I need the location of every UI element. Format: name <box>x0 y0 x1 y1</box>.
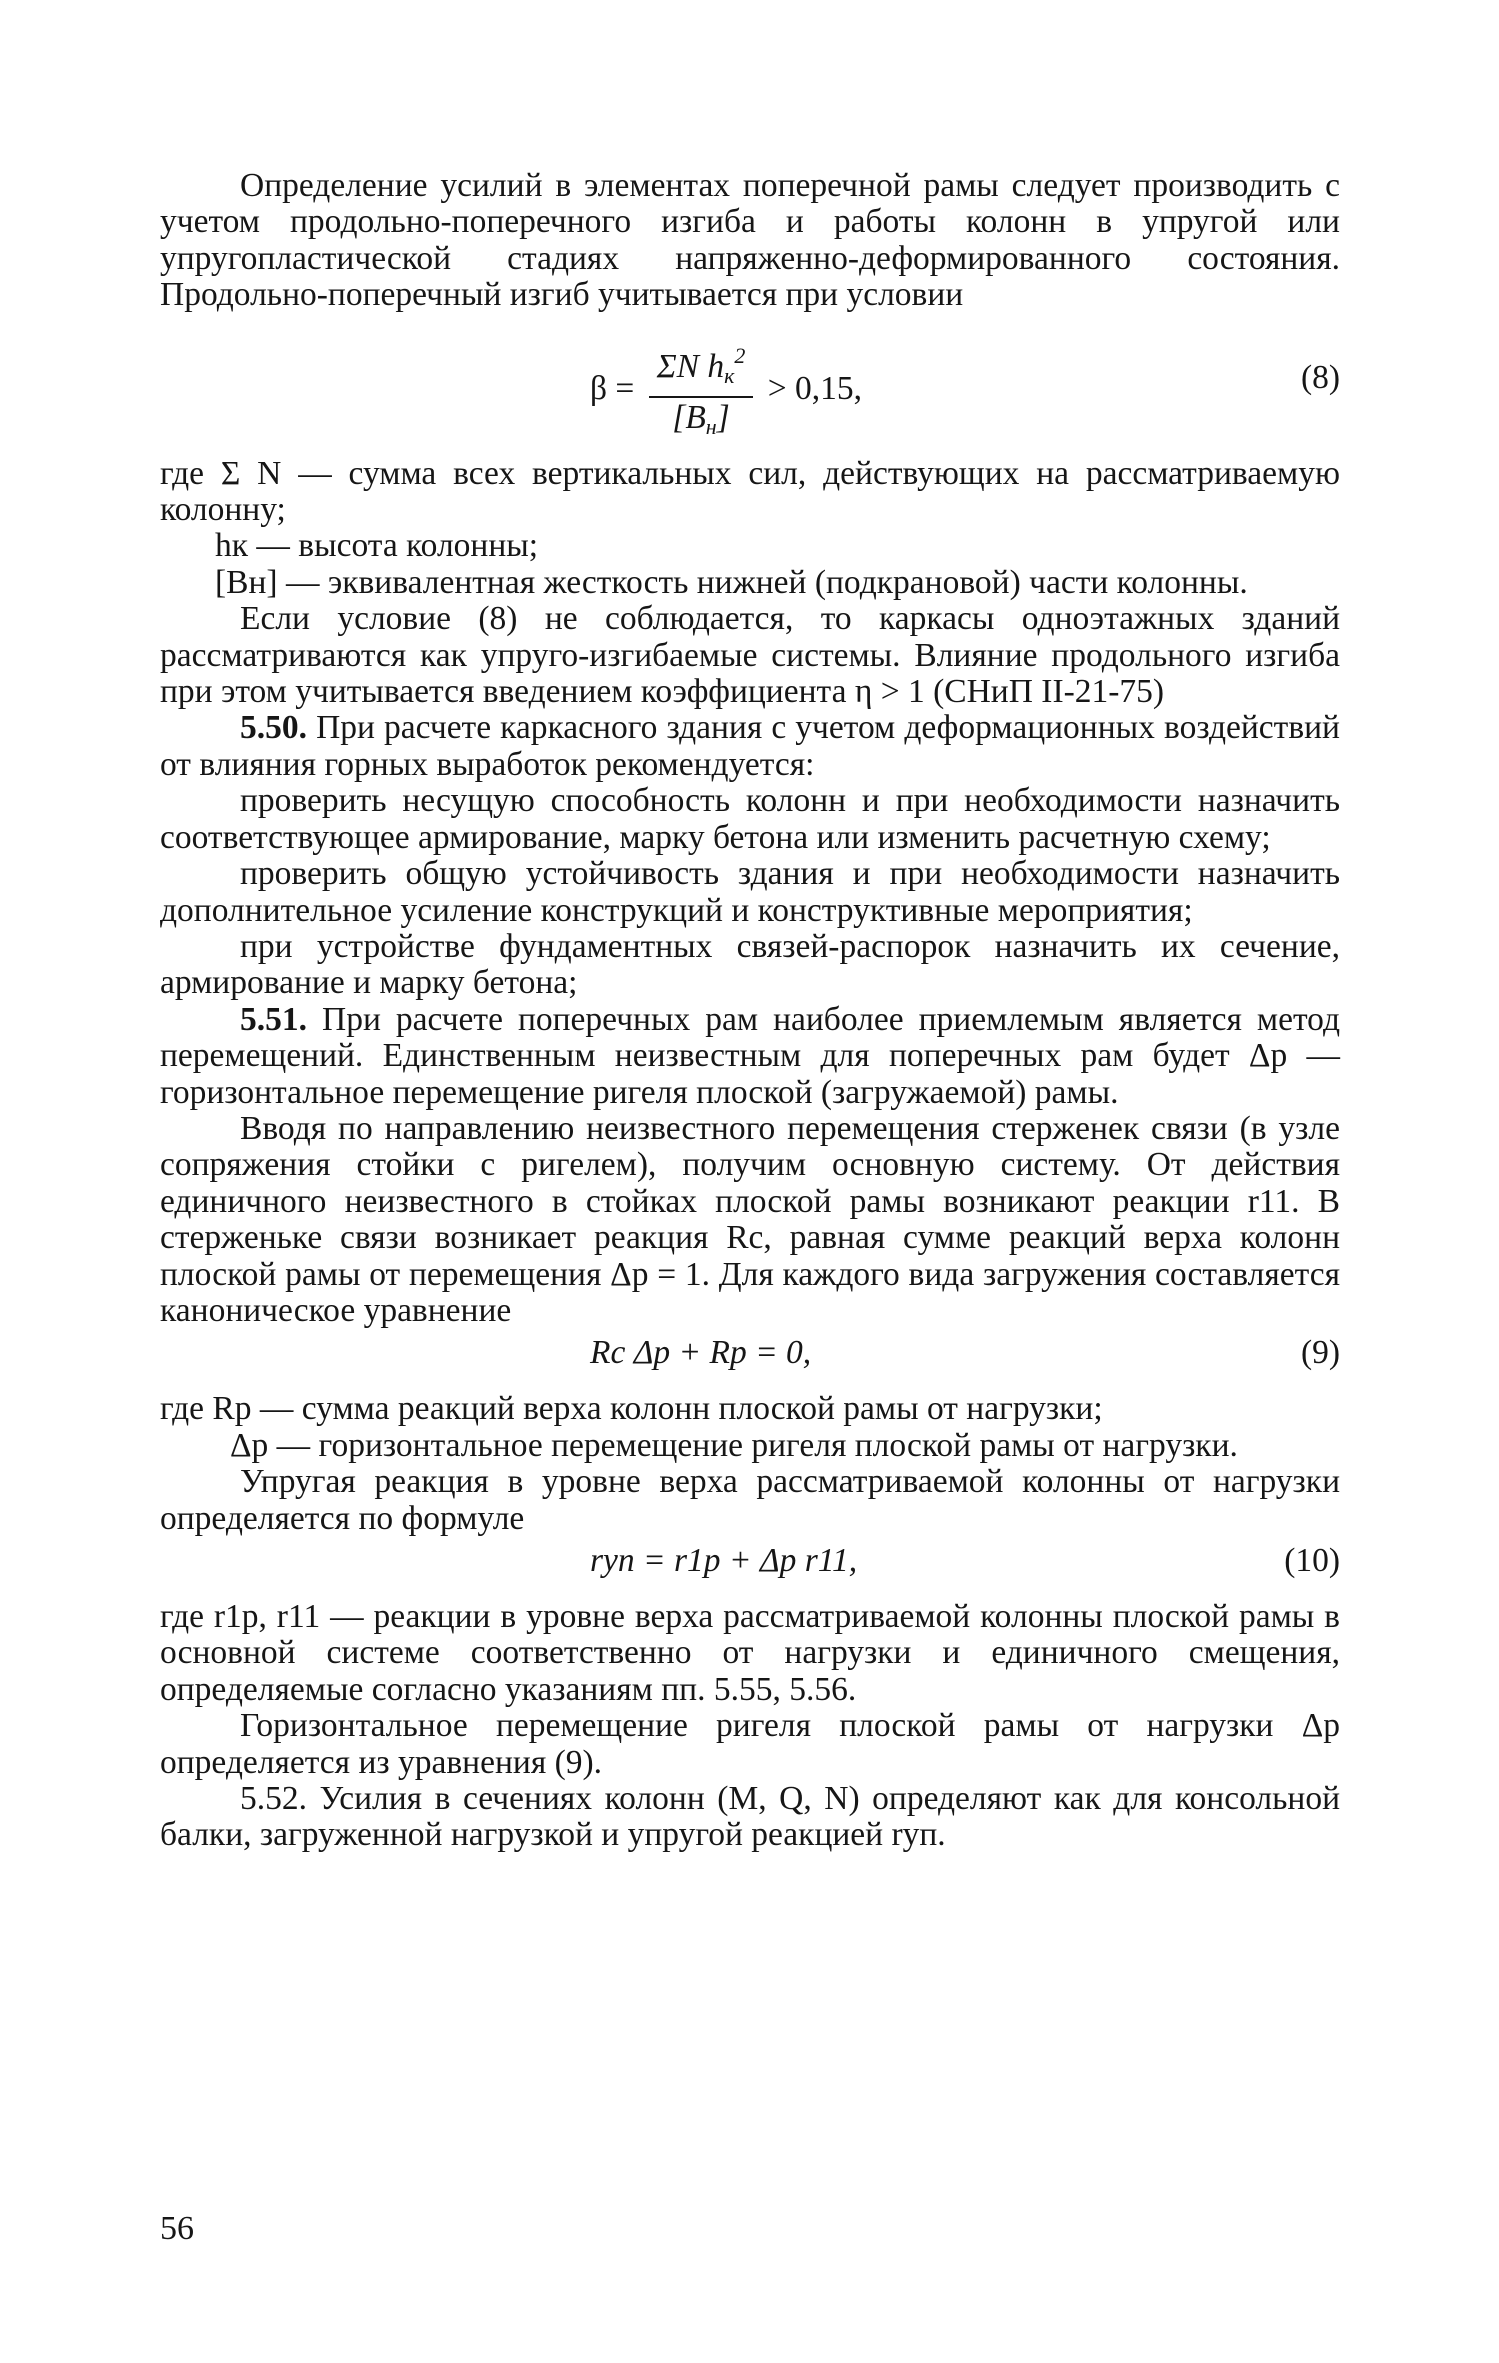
paragraph-elastic: Упругая реакция в уровне верха рассматриваемой колонны от нагрузки определяется по формуле <box>160 1463 1340 1537</box>
section-5-51-number: 5.51. <box>240 1000 307 1038</box>
equation-8-denominator: $[B_н]$ <box>672 398 730 439</box>
list-item-1: проверить несущую способность колонн и при необходимости назначить соответствующее армирование, марку бетона или изменить расчетную схему; <box>160 782 1340 856</box>
paragraph-method: Вводя по направлению неизвестного перемещения стерженек связи (в узле сопряжения стойки с ригелем), получим основную систему. От действия единичного неизвестного в стойках плоской рамы возникают реакции r11. В стерженьке связи возникает реакция Rс, равная сумме реакций верха колонн плоской рамы от перемещения Δр = 1. Для каждого вида загружения составляется каноническое уравнение <box>160 1109 1340 1329</box>
text-column <box>160 168 1340 1854</box>
equation-8-body <box>590 336 862 447</box>
paragraph-displacement: Горизонтальное перемещение ригеля плоской рамы от нагрузки Δр определяется из уравнения (9). <box>160 1707 1340 1781</box>
equation-8-numerator: ΣN $h_к^2$ <box>649 336 754 398</box>
definition-dp: Δр — горизонтальное перемещение ригеля плоской рамы от нагрузки. <box>230 1426 1238 1464</box>
definition-b: [Bн] — эквивалентная жесткость нижней (подкрановой) части колонны. <box>215 563 1248 601</box>
equation-10-body: rуп = r1р + Δр r11, <box>590 1542 858 1579</box>
equation-10 <box>160 1543 1340 1593</box>
equation-10-number: (10) <box>1284 1542 1340 1579</box>
definition-sum-n: где Σ N — сумма всех вертикальных сил, действующих на рассматриваемую колонну; <box>160 454 1340 529</box>
section-5-50-number: 5.50. <box>240 709 307 747</box>
list-item-3: при устройстве фундаментных связей-распорок назначить их сечение, армирование и марку бетона; <box>160 927 1340 1002</box>
equation-9 <box>160 1335 1340 1385</box>
equation-9-number: (9) <box>1300 1334 1340 1372</box>
definition-r: где r1р, r11 — реакции в уровне верха рассматриваемой колонны плоской рамы в основной системе соответственно от нагрузки и единичного смещения, определяемые согласно указаниям пп. 5.55, 5.56. <box>160 1598 1340 1708</box>
paragraph-intro: Определение усилий в элементах поперечной рамы следует производить с учетом продольно-поперечного изгиба и работы колонн в упругой или упругопластической стадиях напряженно-деформированного состояния. Продольно-поперечный изгиб учитывается при условии <box>160 167 1340 314</box>
equation-8-number: (8) <box>1300 358 1340 396</box>
equation-8 <box>160 322 1340 442</box>
definition-rp: где Rр — сумма реакций верха колонн плоской рамы от нагрузки; <box>160 1390 1103 1428</box>
equation-8-lhs: β = <box>590 369 635 407</box>
paragraph-condition: Если условие (8) не соблюдается, то каркасы одноэтажных зданий рассматриваются как упруго-изгибаемые системы. Влияние продольного изгиба при этом учитывается введением коэффициента η > 1 (СНиП II-21-75) <box>160 600 1340 711</box>
section-5-51: 5.51. При расчете поперечных рам наиболее приемлемым является метод перемещений. Единственным неизвестным для поперечных рам будет Δр — горизонтальное перемещение ригеля плоской (загружаемой) рамы. <box>160 1000 1340 1111</box>
definition-h: hк — высота колонны; <box>215 527 539 565</box>
section-5-52: 5.52. Усилия в сечениях колонн (M, Q, N) определяют как для консольной балки, загруженной нагрузкой и упругой реакцией rуп. <box>160 1780 1341 1854</box>
equation-8-rhs: > 0,15, <box>767 369 863 407</box>
page-number: 56 <box>160 2210 194 2247</box>
section-5-50: 5.50. При расчете каркасного здания с учетом деформационных воздействий от влияния горных выработок рекомендуется: <box>160 709 1340 783</box>
list-item-2: проверить общую устойчивость здания и при необходимости назначить дополнительное усиление конструкций и конструктивные мероприятия; <box>160 855 1340 929</box>
equation-8-fraction <box>649 336 754 447</box>
section-5-52-number: 5.52. <box>240 1780 307 1818</box>
equation-9-body: Rс Δр + Rр = 0, <box>590 1334 812 1372</box>
